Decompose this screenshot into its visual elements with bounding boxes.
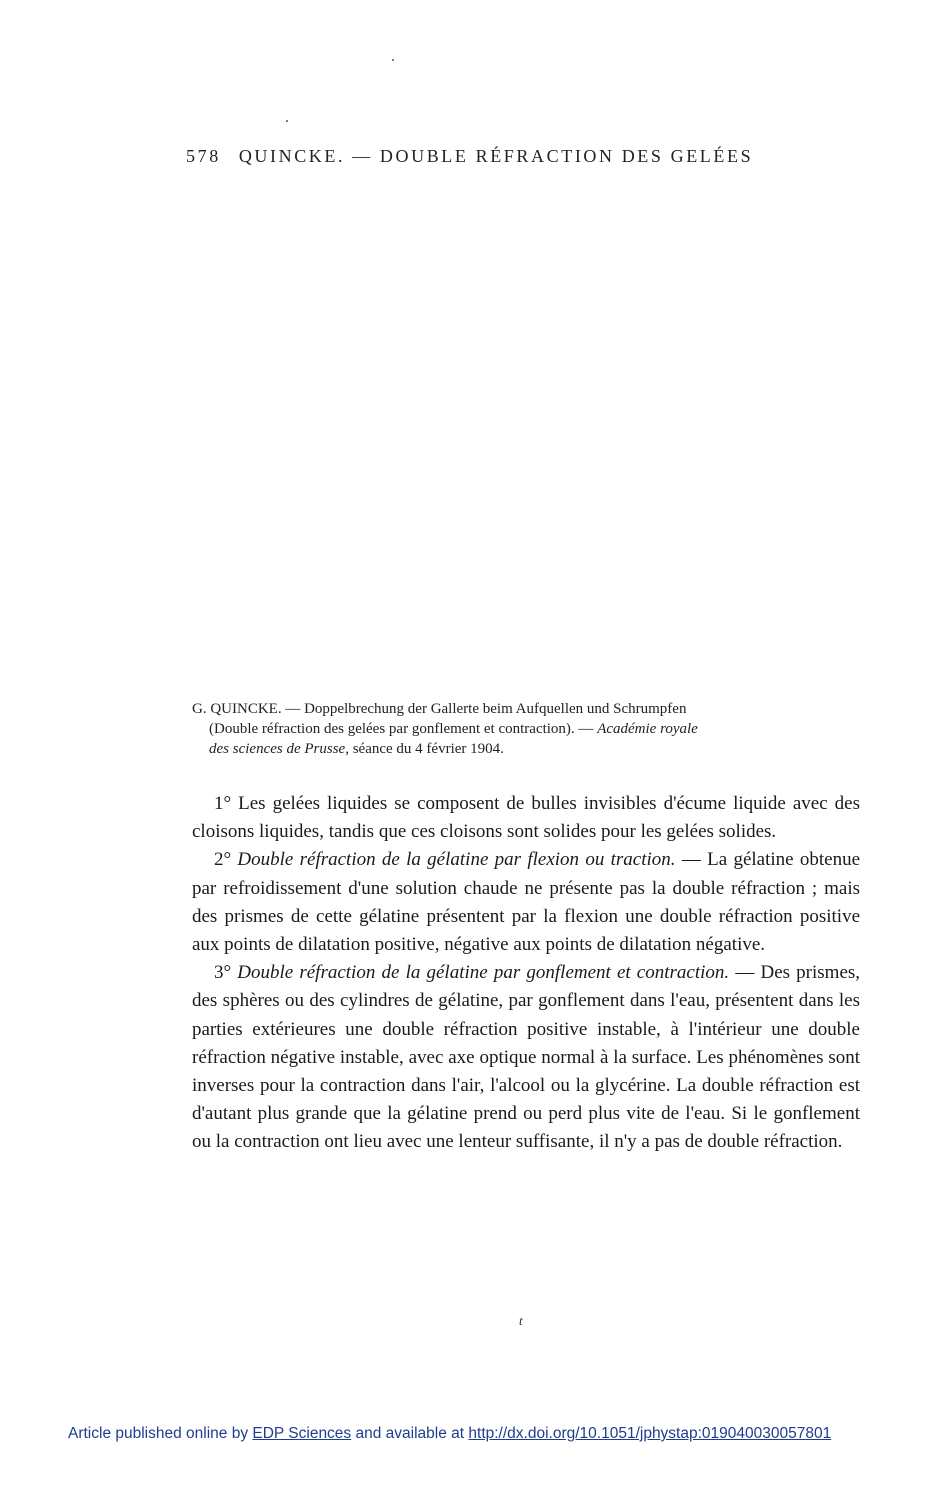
doi-link[interactable]: http://dx.doi.org/10.1051/jphystap:019040030057801 [468,1425,832,1442]
scan-speck [392,59,394,61]
paragraph-number: 2° [214,849,232,871]
paragraph-text: — Des prismes, des sphères ou des cylindres de gélatine, par gonflement dans l'eau, présentent dans les parties extérieures une double réfraction positive instable, à l'intérieur une double réfraction négative instable, avec axe optique normal à la surface. Les phénomènes sont inverses pour la contraction dans l'air, l'alcool ou la glycérine. La double réfraction est d'autant plus grande que la gélatine prend ou perd plus vite de l'eau. Si le gonflement ou la contraction ont lieu avec une lenteur suffisante, il n'y a pas de double réfraction. [192,962,861,1153]
running-head-title: QUINCKE. — DOUBLE RÉFRACTION DES GELÉES [238,146,754,166]
edp-sciences-link[interactable]: EDP Sciences [252,1425,352,1442]
reference-line-1: G. QUINCKE. — Doppelbrechung der Gallerte beim Aufquellen und Schrumpfen [192,701,687,717]
paragraph-heading: Double réfraction de la gélatine par flexion ou traction. [237,849,676,871]
journal-name-cont: des sciences de Prusse [209,741,346,757]
publication-footer: Article published online by EDP Sciences and available at http://dx.doi.org/10.1051/jphystap:019040030057801 [68,1425,832,1442]
paragraph-number: 3° [214,962,232,984]
journal-name: Académie royale [597,721,698,737]
paragraph-text: Les gelées liquides se composent de bulles invisibles d'écume liquide avec des cloisons liquides, tandis que ces cloisons sont solides pour les gelées solides. [192,793,861,843]
paragraph-text: — La gélatine obtenue par refroidissement d'une solution chaude ne présente pas la double réfraction ; mais des prismes de cette gélatine présentent par la flexion une double réfraction positive aux points de dilatation positive, négative aux points de dilatation négative. [192,849,861,956]
paragraph-3 [192,959,860,1156]
article-body [192,790,860,1157]
reference-line-2: (Double réfraction des gelées par gonflement et contraction). — Académie royale [209,721,698,737]
reference-line-3: des sciences de Prusse, séance du 4 février 1904. [209,741,504,757]
page-mark: t [519,1313,523,1328]
scan-speck [286,120,288,122]
paragraph-heading: Double réfraction de la gélatine par gonflement et contraction. [237,962,730,984]
page-number: 578 [186,146,221,166]
article-reference [192,699,860,759]
running-head [186,146,826,167]
paragraph-1 [192,790,860,846]
paragraph-number: 1° [214,793,232,814]
paragraph-2 [192,846,860,959]
